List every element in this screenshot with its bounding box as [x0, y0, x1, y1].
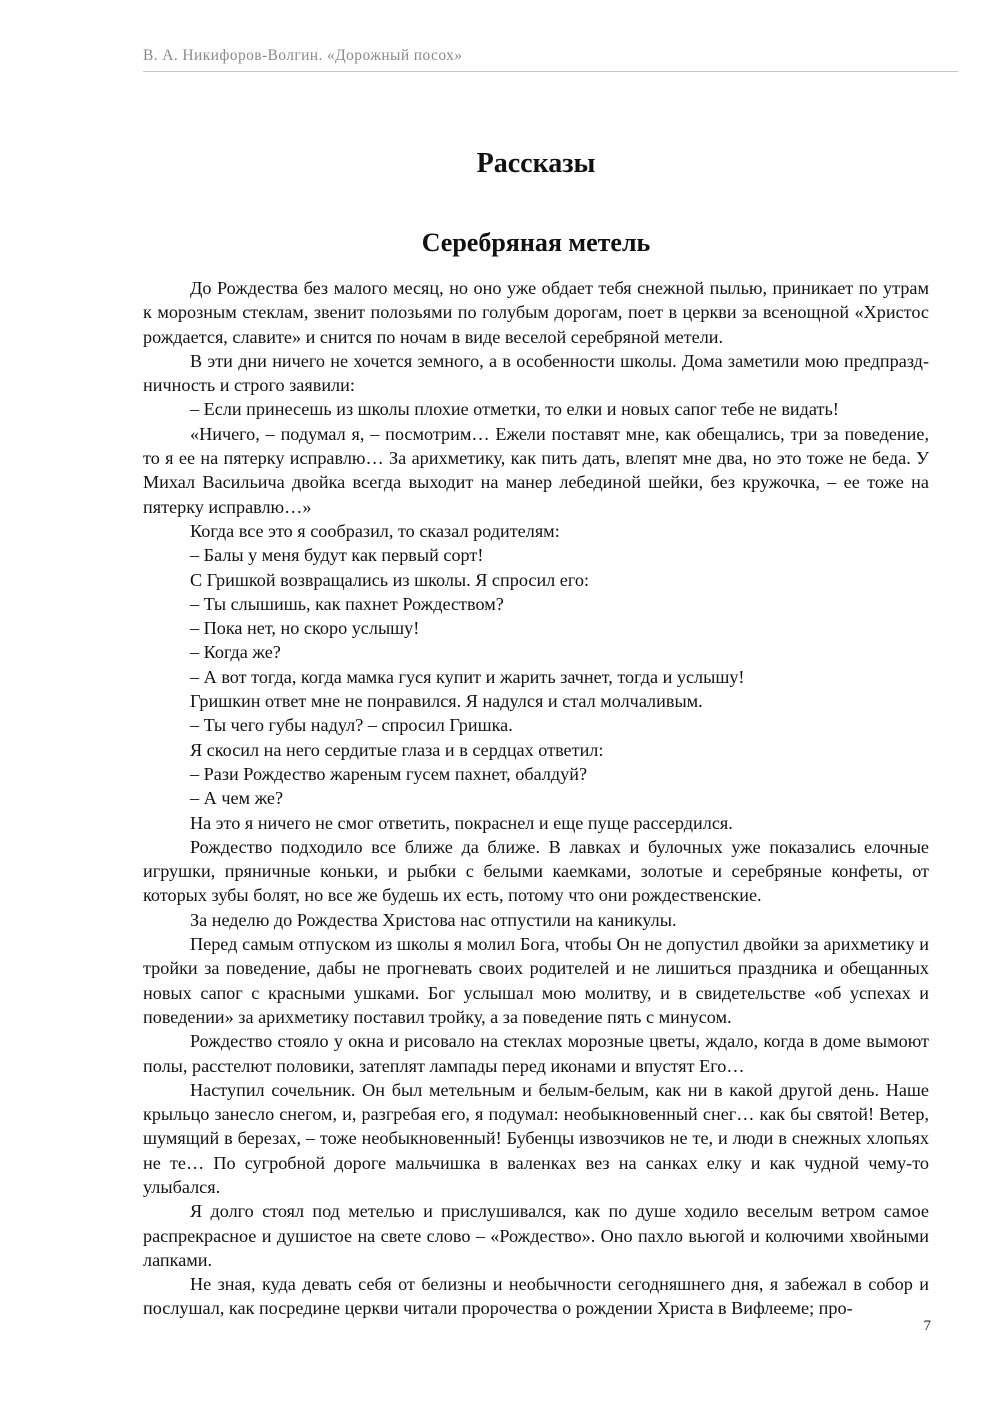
header-divider: [143, 71, 958, 72]
paragraph: – А чем же?: [190, 788, 284, 809]
paragraph: Наступил сочельник. Он был метельным и белым-белым, как ни в какой другой день. Наше крыльцо занесло снегом, и, разгребая его, я подумал: необыкновенный снег… как бы святой! Ветер, шумящий в березах, – тоже необыкновенный! Бубенцы извозчиков не те, и люди в снежных хлопьях не те… По сугробной дороге мальчишка в валенках вез на санках елку и как чудной чему-то улыбался.: [143, 1079, 929, 1197]
paragraph: На это я ничего не смог ответить, покраснел и еще пуще рассердился.: [190, 812, 733, 833]
paragraph: Я долго стоял под метелью и прислушивался, как по душе ходило веселым ветром самое распрекрасное и душистое на свете слово – «Рождество». Оно пахло вьюгой и колючими хвойными лапками.: [143, 1201, 929, 1270]
paragraph: – Если принесешь из школы плохие отметки, то елки и новых сапог тебе не видать!: [190, 399, 839, 420]
paragraph: Рождество стояло у окна и рисовало на стеклах морозные цветы, ждало, когда в доме вымоют полы, расстелют половики, затеплят лампады перед иконами и впустят Его…: [143, 1031, 929, 1076]
paragraph: Когда все это я сообразил, то сказал родителям:: [190, 520, 560, 541]
paragraph: – Ты чего губы надул? – спросил Гришка.: [190, 715, 513, 736]
paragraph: – А вот тогда, когда мамка гуся купит и жарить зачнет, тогда и услышу!: [190, 666, 745, 687]
paragraph: – Пока нет, но скоро услышу!: [190, 618, 420, 639]
page-number: 7: [923, 1318, 931, 1334]
paragraph: Рождество подходило все ближе да ближе. В лавках и булочных уже показались елочные игрушки, пряничные коньки, и рыбки с белыми каемками, золотые и серебряные конфеты, от которых зубы болят, но все же будешь их есть, потому что они рождественские.: [143, 836, 929, 906]
paragraph: Гришкин ответ мне не понравился. Я надулся и стал молчаливым.: [190, 691, 703, 712]
story-text: [143, 276, 929, 1321]
paragraph: – Рази Рождество жареным гусем пахнет, обалдуй?: [190, 763, 588, 784]
section-title: Рассказы: [476, 148, 596, 179]
running-header: В. А. Никифоров-Волгин. «Дорожный посох»: [143, 47, 463, 64]
story-title: Серебряная метель: [421, 228, 651, 257]
paragraph: До Рождества без малого месяц, но оно уже обдает тебя снежной пылью, приникает по утрам к морозным стеклам, звенит полозьями по голубым дорогам, поет в церкви за всенощной «Христос рождается, славите» и снится по ночам в виде веселой серебряной метели.: [143, 278, 929, 347]
paragraph: Перед самым отпуском из школы я молил Бога, чтобы Он не допустил двойки за арихметику и тройки за поведение, дабы не прогневать своих родителей и не лишиться праздника и обещанных новых сапог с красными ушками. Бог услышал мою молитву, и в свидетельстве «об успехах и поведении» за арихметику поставил тройку, а за поведение пять с минусом.: [143, 934, 929, 1027]
paragraph: Не зная, куда девать себя от белизны и необычности сегодняшнего дня, я забежал в собор и послушал, как посредине церкви читали пророчества о рождении Христа в Вифлееме; про-: [143, 1274, 929, 1319]
paragraph: – Балы у меня будут как первый сорт!: [190, 545, 484, 566]
paragraph: – Ты слышишь, как пахнет Рождеством?: [190, 593, 504, 614]
paragraph: Я скосил на него сердитые глаза и в сердцах ответил:: [190, 739, 604, 760]
paragraph: С Гришкой возвращались из школы. Я спросил его:: [190, 569, 590, 590]
paragraph: В эти дни ничего не хочется земного, а в особенности школы. Дома заметили мою предпраздничность и строго заявили:: [143, 350, 929, 396]
paragraph: – Когда же?: [190, 642, 281, 663]
paragraph: «Ничего, – подумал я, – посмотрим… Ежели поставят мне, как обещались, три за поведение, то я ее на пятерку исправлю… За арихметику, как пить дать, влепят мне два, но это тоже не беда. У Михал Васильича двойка всегда выходит на манер лебединой шейки, без кружочка, – ее тоже на пятерку исправлю…»: [143, 423, 929, 517]
paragraph: За неделю до Рождества Христова нас отпустили на каникулы.: [190, 909, 677, 930]
